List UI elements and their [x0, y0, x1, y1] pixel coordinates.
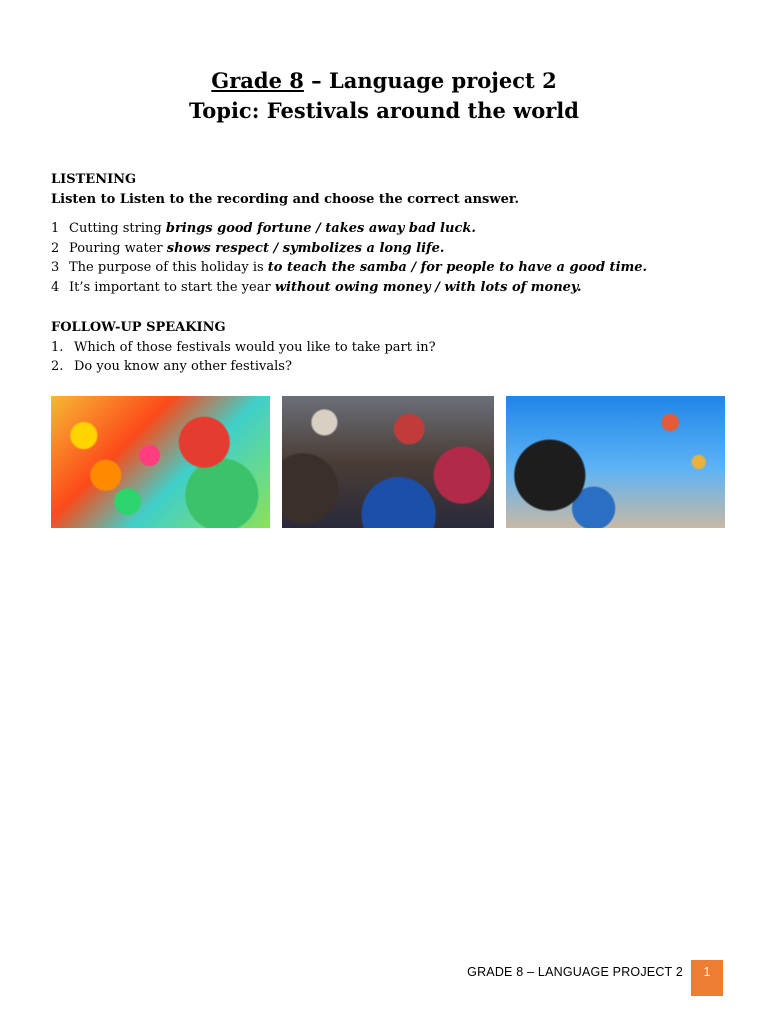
question-options: to teach the samba / for people to have a good time.: [267, 260, 648, 275]
listening-heading: LISTENING: [51, 172, 137, 187]
question-text: The purpose of this holiday is: [69, 260, 268, 275]
speaking-number: 2.: [51, 359, 64, 374]
question-number: 2: [51, 240, 60, 256]
question-item: [51, 278, 647, 298]
speaking-heading: FOLLOW-UP SPEAKING: [51, 320, 226, 335]
question-number: 1: [51, 221, 60, 236]
question-item: [51, 239, 647, 259]
question-options: shows respect / symbolizes a long life.: [166, 240, 445, 256]
listening-instruction: Listen to Listen to the recording and choose the correct answer.: [51, 191, 520, 207]
question-text: It’s important to start the year: [69, 279, 275, 295]
title-grade: Grade 8: [211, 68, 304, 93]
festival-photo-kites: [506, 396, 725, 528]
speaking-section: [51, 318, 436, 377]
question-number: 3: [51, 260, 60, 275]
festival-photo-parade: [51, 396, 270, 528]
listening-section: [51, 170, 647, 297]
speaking-item: [51, 338, 436, 358]
footer-label: GRADE 8 – LANGUAGE PROJECT 2: [467, 965, 683, 979]
festival-photo-water: [282, 396, 494, 528]
question-options: without owing money / with lots of money.: [274, 279, 582, 295]
speaking-text: Which of those festivals would you like to take part in?: [74, 339, 436, 355]
question-options: brings good fortune / takes away bad luck.: [165, 221, 476, 236]
question-text: Cutting string: [69, 221, 166, 236]
title-topic: Topic: Festivals around the world: [189, 98, 579, 123]
question-item: [51, 258, 647, 278]
speaking-item: [51, 357, 436, 377]
question-number: 4: [51, 279, 60, 295]
title-project: – Language project 2: [303, 68, 557, 93]
festival-photos: [51, 396, 726, 529]
page-number: 1: [691, 960, 723, 996]
speaking-number: 1.: [51, 339, 64, 355]
document-title: [0, 66, 768, 126]
question-item: [51, 219, 647, 239]
speaking-text: Do you know any other festivals?: [74, 359, 292, 374]
question-text: Pouring water: [69, 240, 167, 256]
